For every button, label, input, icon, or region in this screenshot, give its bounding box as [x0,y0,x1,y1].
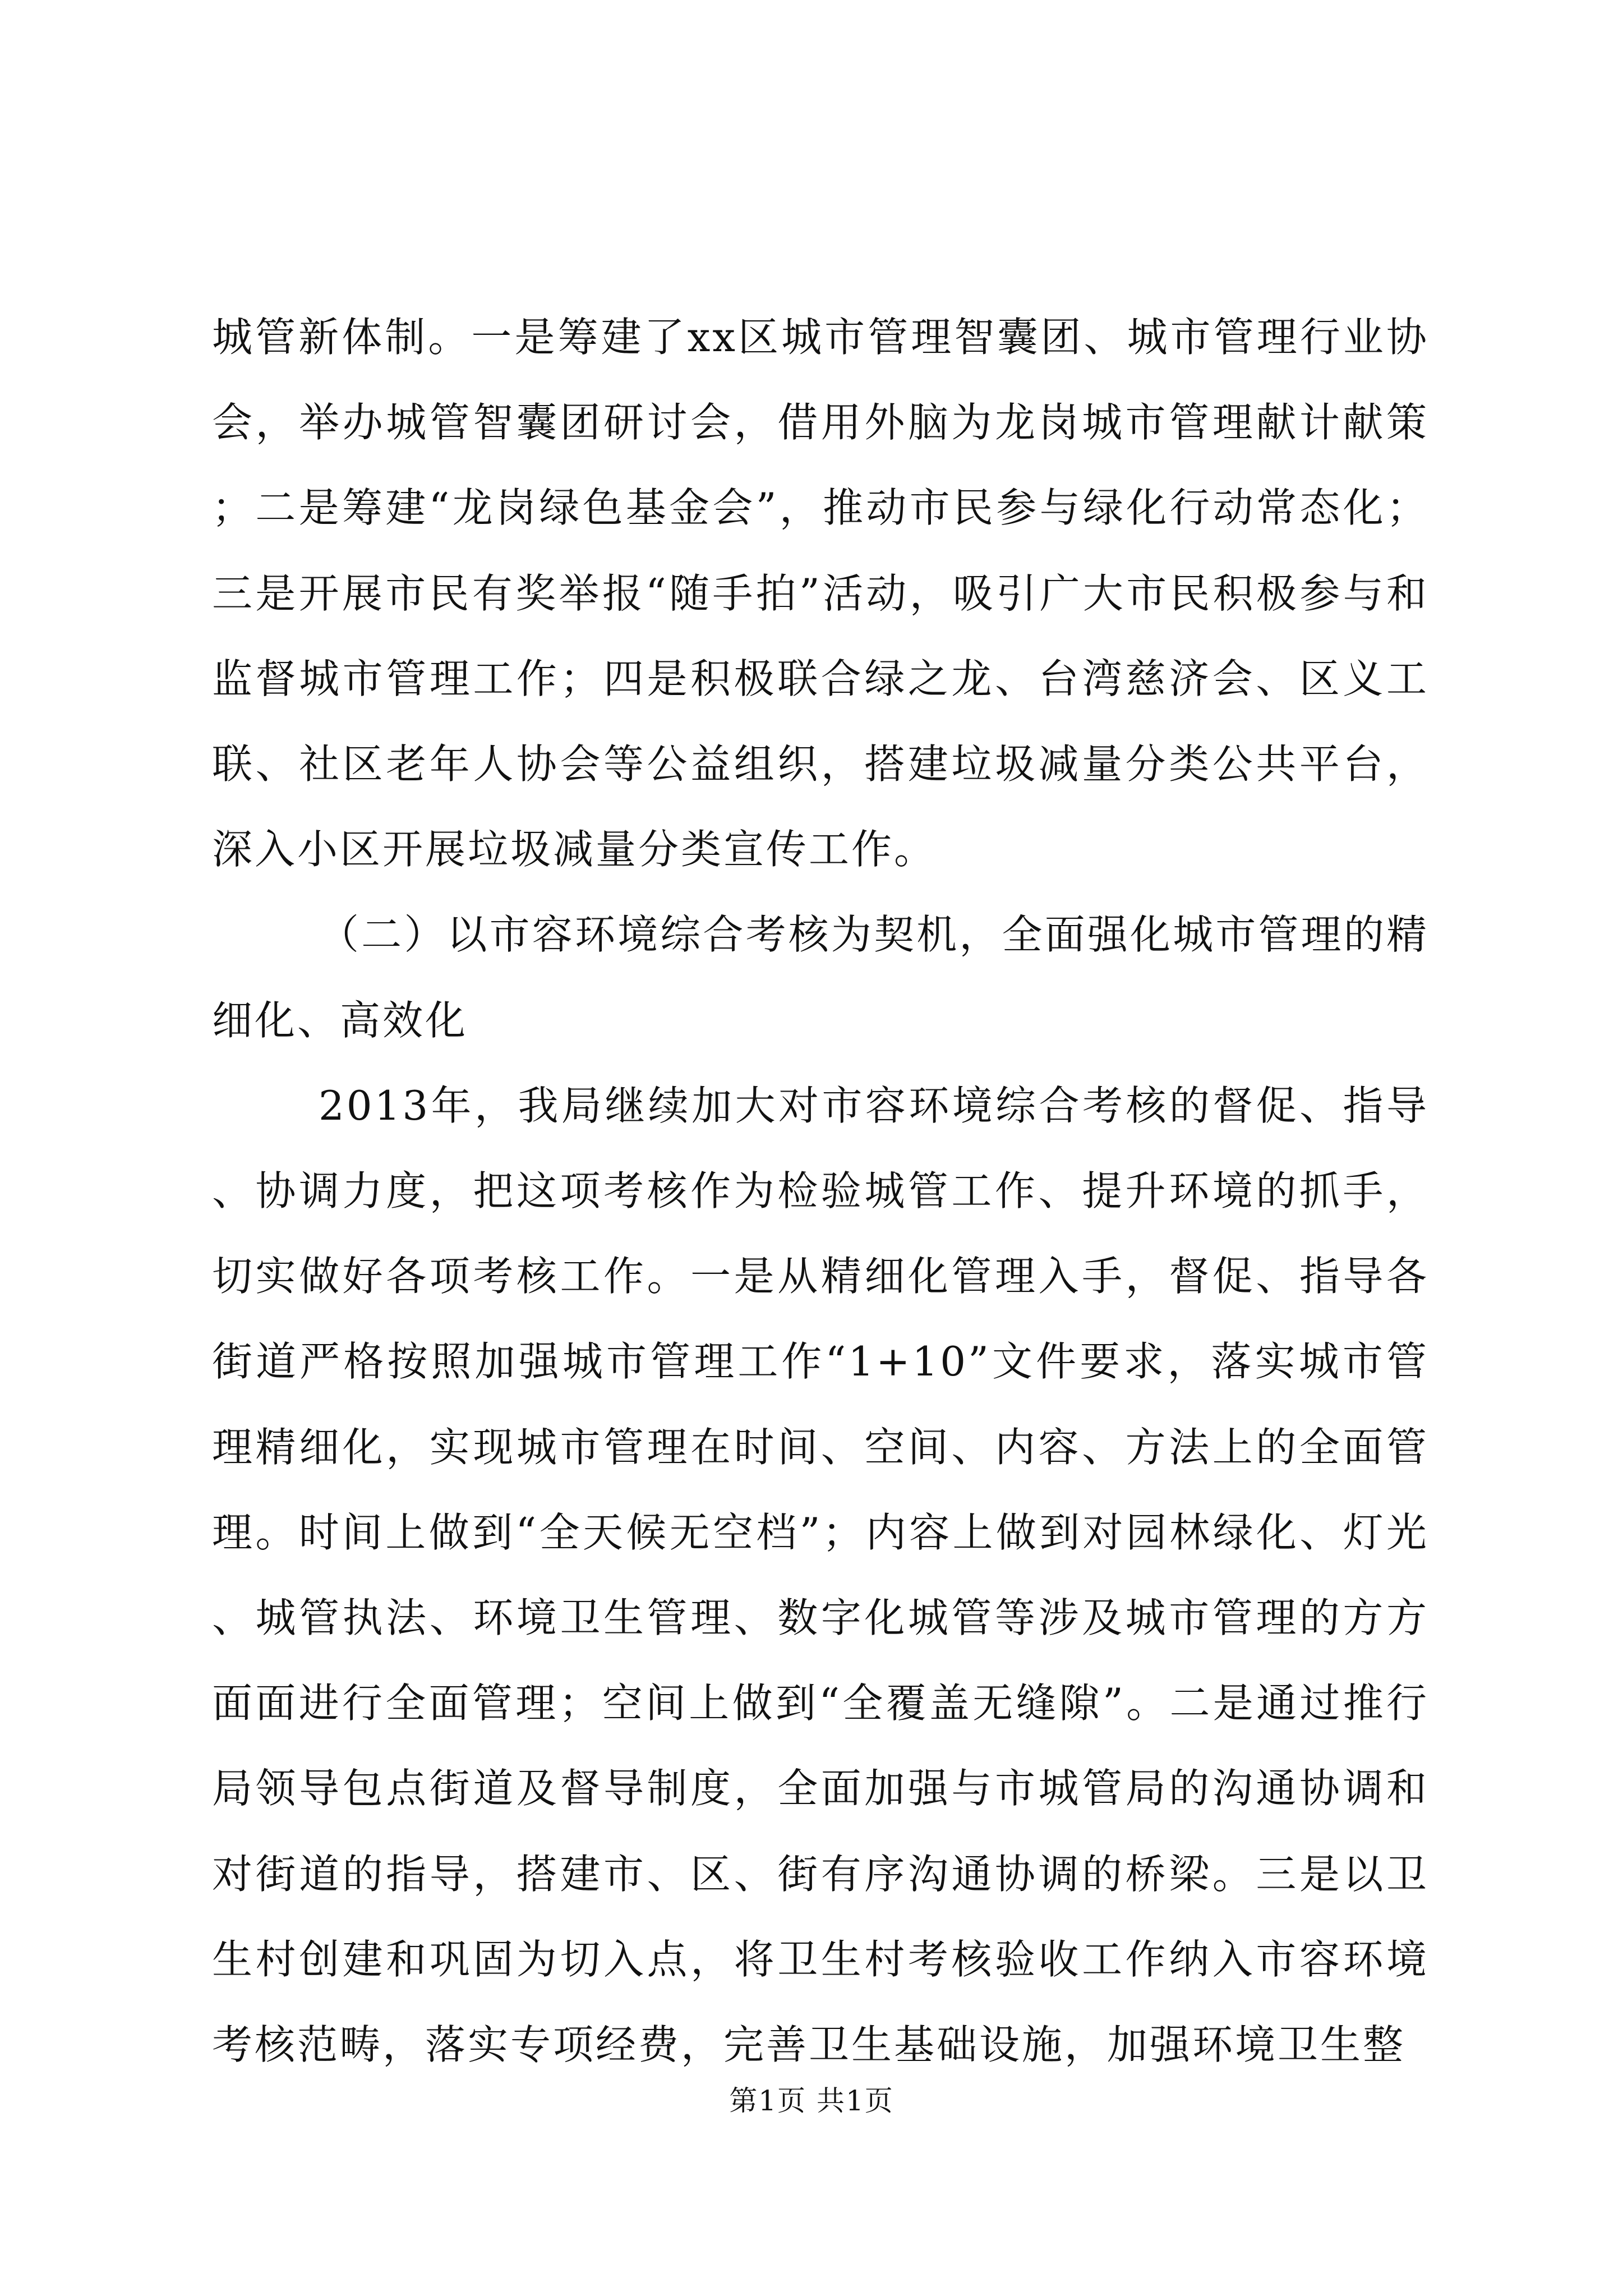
section-heading: （二）以市容环境综合考核为契机，全面强化城市管理的精细化、高效化 [212,911,1429,1044]
page-footer [0,2081,1623,2120]
paragraph-2013: 2013年，我局继续加大对市容环境综合考核的督促、指导、协调力度，把这项考核作为检验城管工作、提升环境的抓手，切实做好各项考核工作。一是从精细化管理入手，督促、指导各街道严格按照加强城市管理工作“1+10”文件要求，落实城市管理精细化，实现城市管理在时间、空间、内容、方法上的全面管理。时间上做到“全天候无空档”；内容上做到对园林绿化、灯光、城管执法、环境卫生管理、数字化城管等涉及城市管理的方方面面进行全面管理；空间上做到“全覆盖无缝隙”。二是通过推行局领导包点街道及督导制度，全面加强与市城管局的沟通协调和对街道的指导，搭建市、区、街有序沟通协调的桥梁。三是以卫生村创建和巩固为切入点，将卫生村考核验收工作纳入市容环境考核范畴，落实专项经费，完善卫生基础设施，加强环境卫生整 [212,1082,1429,2069]
paragraph-continuation: 城管新体制。一是筹建了xx区城市管理智囊团、城市管理行业协会，举办城管智囊团研讨会，借用外脑为龙岗城市管理献计献策；二是筹建“龙岗绿色基金会”，推动市民参与绿化行动常态化；三是开展市民有奖举报“随手拍”活动，吸引广大市民积极参与和监督城市管理工作；四是积极联合绿之龙、台湾慈济会、区义工联、社区老年人协会等公益组织，搭建垃圾减量分类公共平台，深入小区开展垃圾减量分类宣传工作。 [212,314,1429,873]
page-number-label: 第1页 共1页 [729,2085,894,2117]
document-body [212,295,1429,2087]
